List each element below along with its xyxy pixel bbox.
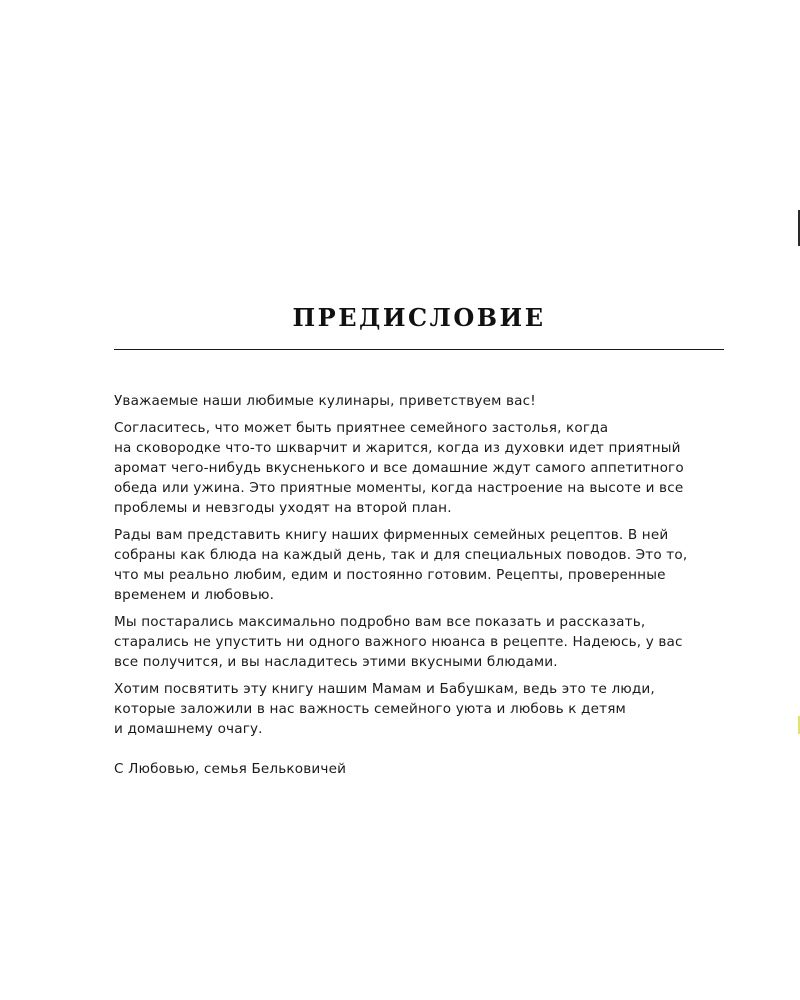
text-line: Согласитесь, что может быть приятнее семейного застолья, когда: [114, 420, 609, 436]
paragraph-detail: [114, 612, 724, 672]
text-line: временем и любовью.: [114, 587, 275, 603]
text-line: обеда или ужина. Это приятные моменты, когда настроение на высоте и все: [114, 480, 684, 496]
text-line: которые заложили в нас важность семейного уюта и любовь к детям: [114, 701, 626, 717]
text-line: Уважаемые наши любимые кулинары, приветствуем вас!: [114, 393, 536, 409]
title-divider: [114, 349, 724, 350]
text-line: собраны как блюда на каждый день, так и для специальных поводов. Это то,: [114, 547, 688, 563]
text-line: Мы постарались максимально подробно вам все показать и рассказать,: [114, 614, 646, 630]
text-line: проблемы и невзгоды уходят на второй план.: [114, 500, 452, 516]
text-line: Хотим посвятить эту книгу нашим Мамам и Бабушкам, ведь это те люди,: [114, 681, 655, 697]
preface-body: [114, 391, 724, 779]
signature: С Любовью, семья Бельковичей: [114, 761, 347, 777]
paragraph-dedication: [114, 679, 724, 739]
text-line: на сковородке что-то шкварчит и жарится, когда из духовки идет приятный: [114, 440, 681, 456]
text-line: аромат чего-нибудь вкусненького и все домашние ждут самого аппетитного: [114, 460, 684, 476]
paragraph-book-intro: [114, 525, 724, 605]
text-line: и домашнему очагу.: [114, 721, 263, 737]
paragraph-greeting: [114, 391, 724, 411]
text-line: старались не упустить ни одного важного нюанса в рецепте. Надеюсь, у вас: [114, 634, 683, 650]
text-line: все получится, и вы насладитесь этими вкусными блюдами.: [114, 654, 558, 670]
text-line: что мы реально любим, едим и постоянно готовим. Рецепты, проверенные: [114, 567, 666, 583]
page-title: ПРЕДИСЛОВИЕ: [292, 303, 546, 332]
paragraph-family-table: [114, 418, 724, 518]
text-line: Рады вам представить книгу наших фирменных семейных рецептов. В ней: [114, 527, 669, 543]
